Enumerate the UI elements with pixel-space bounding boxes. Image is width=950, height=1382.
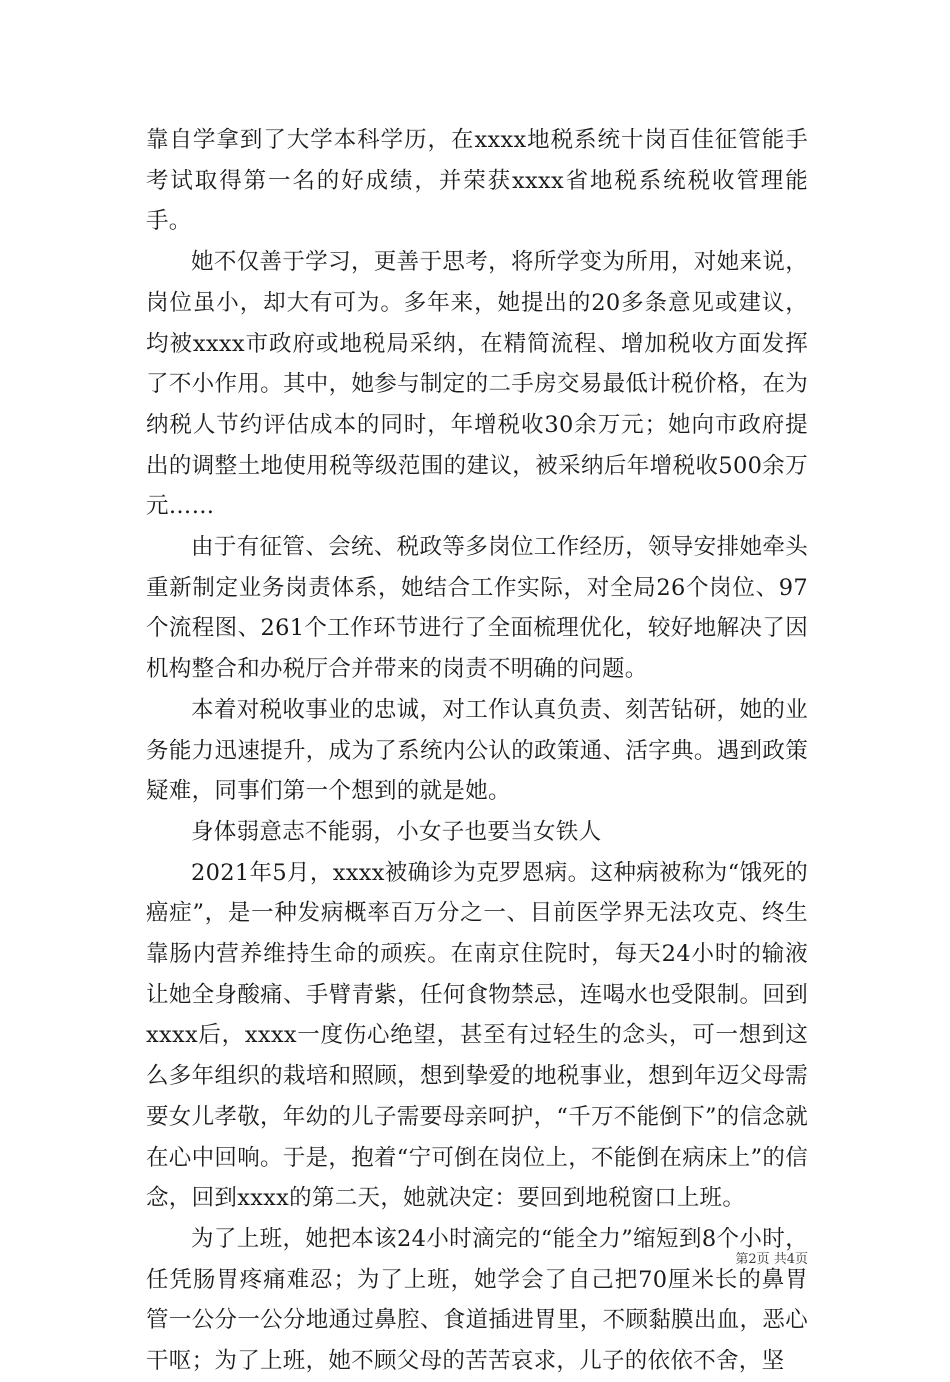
paragraph-2: 她不仅善于学习，更善于思考，将所学变为所用，对她来说，岗位虽小，却大有可为。多年来，她提出的20多条意见或建议，均被xxxx市政府或地税局采纳，在精简流程、增加税收方面发挥了不小作用。其中，她参与制定的二手房交易最低计税价格，在为纳税人节约评估成本的同时，年增税收30余万元；她向市政府提出的调整土地使用税等级范围的建议，被采纳后年增税收500余万元…… bbox=[146, 249, 808, 520]
paragraph-6: 为了上班，她把本该24小时滴完的“能全力”缩短到8个小时，任凭肠胃疼痛难忍；为了上班，她学会了自己把70厘米长的鼻胃管一公分一公分地通过鼻腔、食道插进胃里，不顾黏膜出血，恶心干呕；为了上班，她不顾父母的苦苦哀求，儿子的依依不舍，坚 bbox=[146, 1225, 808, 1375]
paragraph-3: 由于有征管、会统、税政等多岗位工作经历，领导安排她牵头重新制定业务岗责体系，她结合工作实际，对全局26个岗位、97个流程图、261个工作环节进行了全面梳理优化，较好地解决了因机构整合和办税厅合并带来的岗责不明确的问题。 bbox=[146, 534, 808, 683]
paragraph-5: 2021年5月，xxxx被确诊为克罗恩病。这种病被称为“饿死的癌症”，是一种发病概率百万分之一、目前医学界无法攻克、终生靠肠内营养维持生命的顽疾。在南京住院时，每天24小时的输液让她全身酸痛、手臂青紫，任何食物禁忌，连喝水也受限制。回到xxxx后，xxxx一度伤心绝望，甚至有过轻生的念头，可一想到这么多年组织的栽培和照顾，想到挚爱的地税事业，想到年迈父母需要女儿孝敬，年幼的儿子需要母亲呵护，“千万不能倒下”的信念就在心中回响。于是，抱着“宁可倒在岗位上，不能倒在病床上”的信念，回到xxxx的第二天，她就决定：要回到地税窗口上班。 bbox=[146, 859, 809, 1212]
paragraph-4: 本着对税收事业的忠诚，对工作认真负责、刻苦钻研，她的业务能力迅速提升，成为了系统内公认的政策通、活字典。遇到政策疑难，同事们第一个想到的就是她。 bbox=[146, 696, 808, 805]
paragraph-1: 靠自学拿到了大学本科学历，在xxxx地税系统十岗百佳征管能手考试取得第一名的好成绩，并荣获xxxx省地税系统税收管理能手。 bbox=[146, 127, 808, 235]
page-number-footer: 第2页 共4页 bbox=[735, 1252, 808, 1267]
section-heading: 身体弱意志不能弱，小女子也要当女铁人 bbox=[191, 818, 602, 845]
body-text bbox=[146, 120, 808, 1382]
